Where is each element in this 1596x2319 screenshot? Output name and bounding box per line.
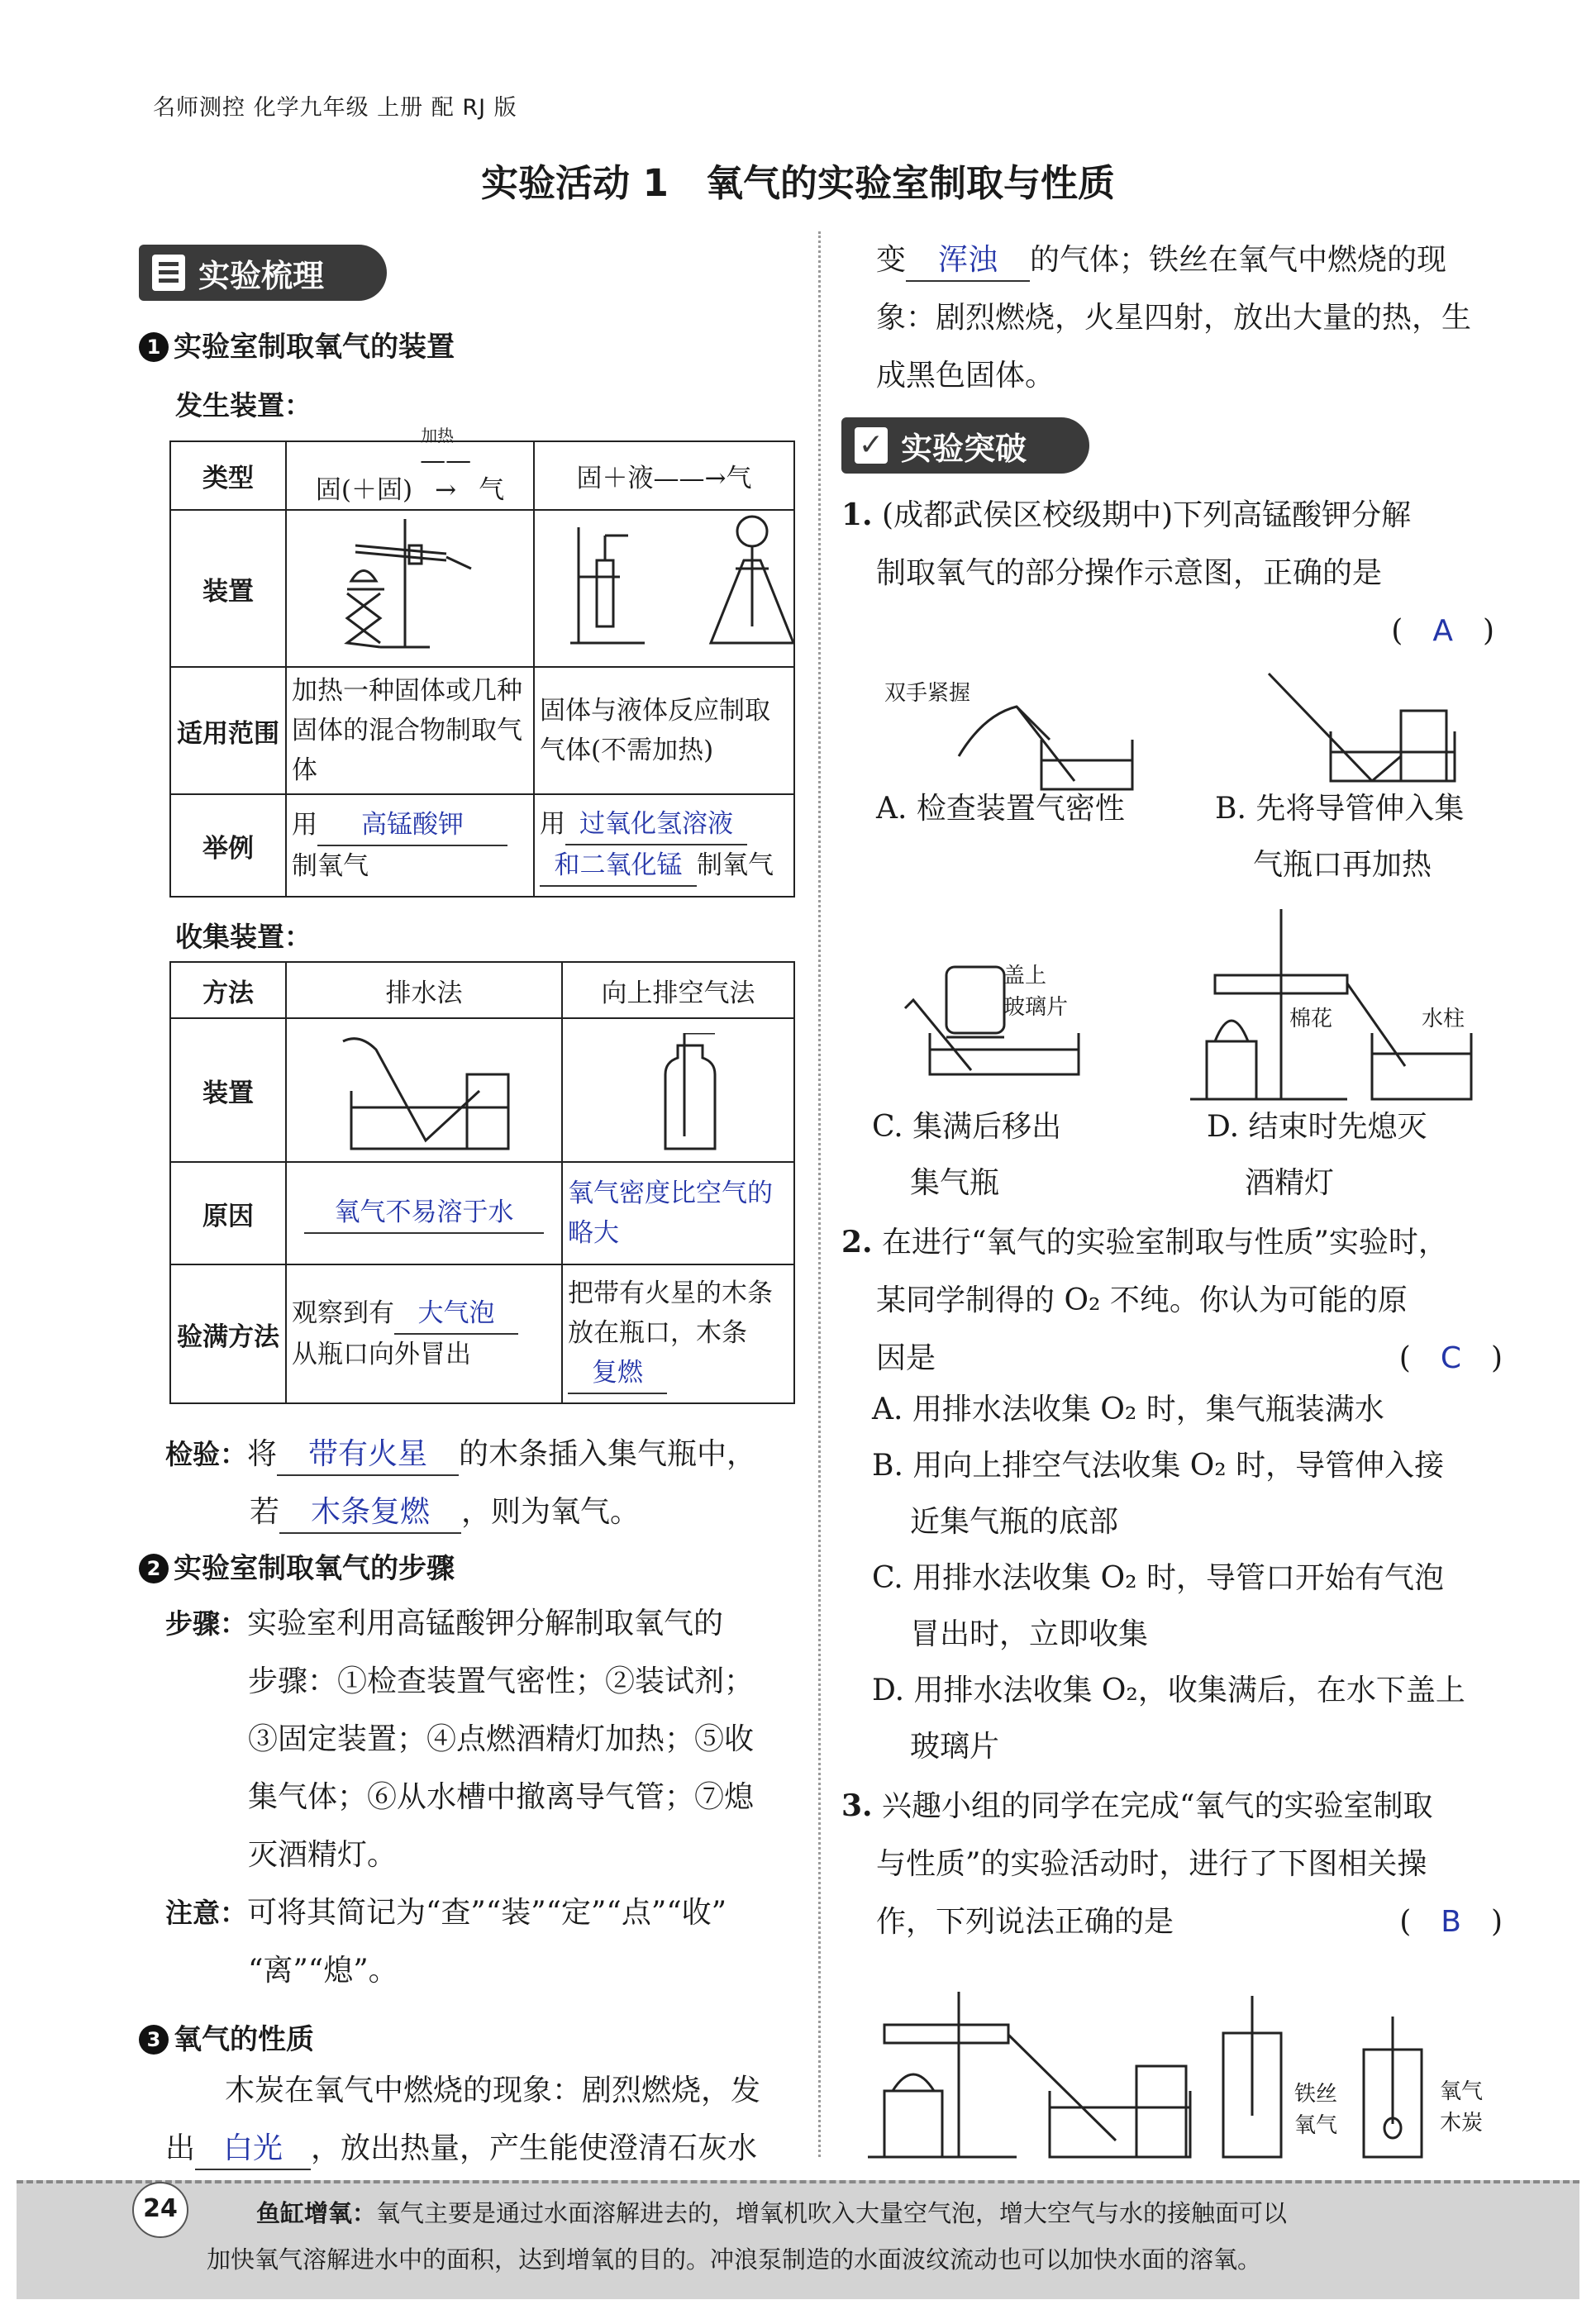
answer-q2: C [1440, 1341, 1461, 1375]
q2-options: A. 用排水法收集 O₂ 时，集气瓶装满水 B. 用向上排空气法收集 O₂ 时，导管伸入接 近集气瓶的底部 C. 用排水法收集 O₂ 时，导管口开始有气泡 冒出时，立即收集 D. 用排水法收集 O₂，收集满后，在水下盖上 玻璃片 [872, 1382, 1517, 1775]
page-number: 24 [132, 2182, 188, 2238]
answer-q3: B [1441, 1905, 1461, 1939]
q1-option-c: C. 集满后移出 集气瓶 [872, 1110, 1062, 1200]
q2-option-b: B. 用向上排空气法收集 O₂ 时，导管伸入接 [872, 1449, 1445, 1483]
heating-apparatus-icon [331, 502, 479, 655]
scope-liquid: 固体与液体反应制取气体(不需加热) [534, 667, 794, 794]
th-scope: 适用范围 [170, 667, 286, 794]
question-2: 2. 在进行“氧气的实验室制取与性质”实验时， 某同学制得的 O₂ 不纯。你认为可能的原 因是 ( C ) [841, 1225, 1503, 1375]
banner-label: 实验梳理 [198, 257, 325, 294]
figure-q3-apparatus [860, 1983, 1488, 2165]
th-method: 方法 [170, 962, 286, 1018]
section-banner-practice [841, 417, 1089, 474]
water-collect-icon [335, 1025, 517, 1157]
question-3: 3. 兴趣小组的同学在完成“氧气的实验室制取 与性质”的实验活动时，进行了下图相关操 作，下列说法正确的是 ( B ) [841, 1788, 1503, 1939]
th-device-2: 装置 [170, 1018, 286, 1162]
method-air: 向上排空气法 [562, 962, 794, 1018]
generator-table [169, 426, 795, 898]
question-1: 1. (成都武侯区校级期中)下列高锰酸钾分解 制取氧气的部分操作示意图，正确的是 ( A ) [841, 498, 1494, 648]
th-reason: 原因 [170, 1162, 286, 1264]
label-hands: 双手紧握 [884, 681, 971, 706]
properties-paragraph: 木炭在氧气中燃烧的现象：剧烈燃烧，发 出 白光 ，放出热量，产生能使澄清石灰水 [165, 2062, 793, 2178]
section-title: 实验室制取氧气的装置 [174, 331, 455, 364]
q2-option-d: D. 用排水法收集 O₂，收集满后，在水下盖上 [872, 1674, 1465, 1707]
full-air: 把带有火星的木条放在瓶口，木条复燃 [562, 1264, 794, 1403]
figure-a-airtight [950, 682, 1141, 798]
th-type: 类型 [170, 441, 286, 510]
reason-air: 氧气密度比空气的略大 [562, 1162, 794, 1264]
section-heading-steps: 2 实验室制取氧气的步骤 [139, 1545, 455, 1586]
properties-continued: 变 浑浊 的气体；铁丝在氧气中燃烧的现 象：剧烈燃烧，火星四射，放出大量的热，生 成黑色固体。 [876, 231, 1504, 405]
q1-option-a: A. 检查装置气密性 [876, 792, 1125, 826]
figure-b-tube [1256, 665, 1463, 789]
label-water-column: 水柱 [1422, 1007, 1465, 1031]
liquid-apparatus-icon [570, 511, 793, 651]
label-iron-oxygen: 铁丝 氧气 [1294, 2082, 1338, 2138]
label-oxygen-carbon: 氧气 木炭 [1440, 2079, 1484, 2136]
th-example: 举例 [170, 794, 286, 897]
q1-option-b: B. 先将导管伸入集 气瓶口再加热 [1215, 792, 1465, 882]
test-paragraph: 检验：将 带有火星 的木条插入集气瓶中， 若 木条复燃 ，则为氧气。 [165, 1426, 756, 1541]
th-full: 验满方法 [170, 1264, 286, 1403]
cell-type-liquid: 固＋液——→气 [534, 441, 794, 510]
q1-option-d: D. 结束时先熄灭 酒精灯 [1207, 1110, 1427, 1200]
label-cotton: 棉花 [1289, 1007, 1333, 1031]
answer-q1: A [1432, 614, 1453, 648]
method-water: 排水法 [286, 962, 562, 1018]
full-water: 观察到有 大气泡 从瓶口向外冒出 [286, 1264, 562, 1403]
checkbox-icon: ✓ [855, 427, 888, 464]
example-liquid: 用 过氧化氢溶液 和二氧化锰 制氧气 [534, 794, 794, 897]
section-heading-apparatus [139, 324, 455, 364]
example-solid: 用 高锰酸钾 制氧气 [286, 794, 534, 897]
section-number: 1 [139, 332, 169, 362]
label-glass-cover: 盖上 玻璃片 [1003, 964, 1069, 1020]
generator-label: 发生装置： [175, 389, 312, 421]
th-device: 装置 [170, 510, 286, 667]
section-banner-review [139, 245, 387, 301]
q2-option-a: A. 用排水法收集 O₂ 时，集气瓶装满水 [872, 1393, 1384, 1426]
page-title: 实验活动 1 氧气的实验室制取与性质 [481, 161, 1115, 205]
reason-water: 氧气不易溶于水 [286, 1162, 562, 1264]
footer-tip: 鱼缸增氧：氧气主要是通过水面溶解进去的，增氧机吹入大量空气泡，增大空气与水的接触面可以 加快氧气溶解进水中的面积，达到增氧的目的。冲浪泵制造的水面波纹流动也可以加快水面的溶氧。 [207, 2199, 1288, 2274]
air-collect-icon [653, 1033, 727, 1157]
book-series: 名师测控 化学九年级 上册 配 RJ 版 [153, 95, 517, 121]
scope-solid: 加热一种固体或几种固体的混合物制取气体 [286, 667, 534, 794]
cell-type-heat: 固(＋固) 加热 ——→ 气 [286, 441, 534, 510]
section-heading-properties: 3 氧气的性质 [139, 2017, 314, 2057]
banner-label: 实验突破 [901, 430, 1027, 467]
column-divider [818, 231, 821, 2157]
collector-label: 收集装置： [175, 921, 312, 953]
steps-paragraph: 步骤：实验室利用高锰酸钾分解制取氧气的 步骤：①检查装置气密性；②装试剂； ③固定装置；④点燃酒精灯加热；⑤收 集气体；⑥从水槽中撤离导气管；⑦熄 灭酒精灯。 注意：可将其简记为“查”“装”“定”“点”“收” “离”“熄”。 [165, 1607, 755, 1988]
q2-option-c: C. 用排水法收集 O₂ 时，导管口开始有气泡 [872, 1561, 1444, 1595]
book-icon [152, 255, 185, 291]
